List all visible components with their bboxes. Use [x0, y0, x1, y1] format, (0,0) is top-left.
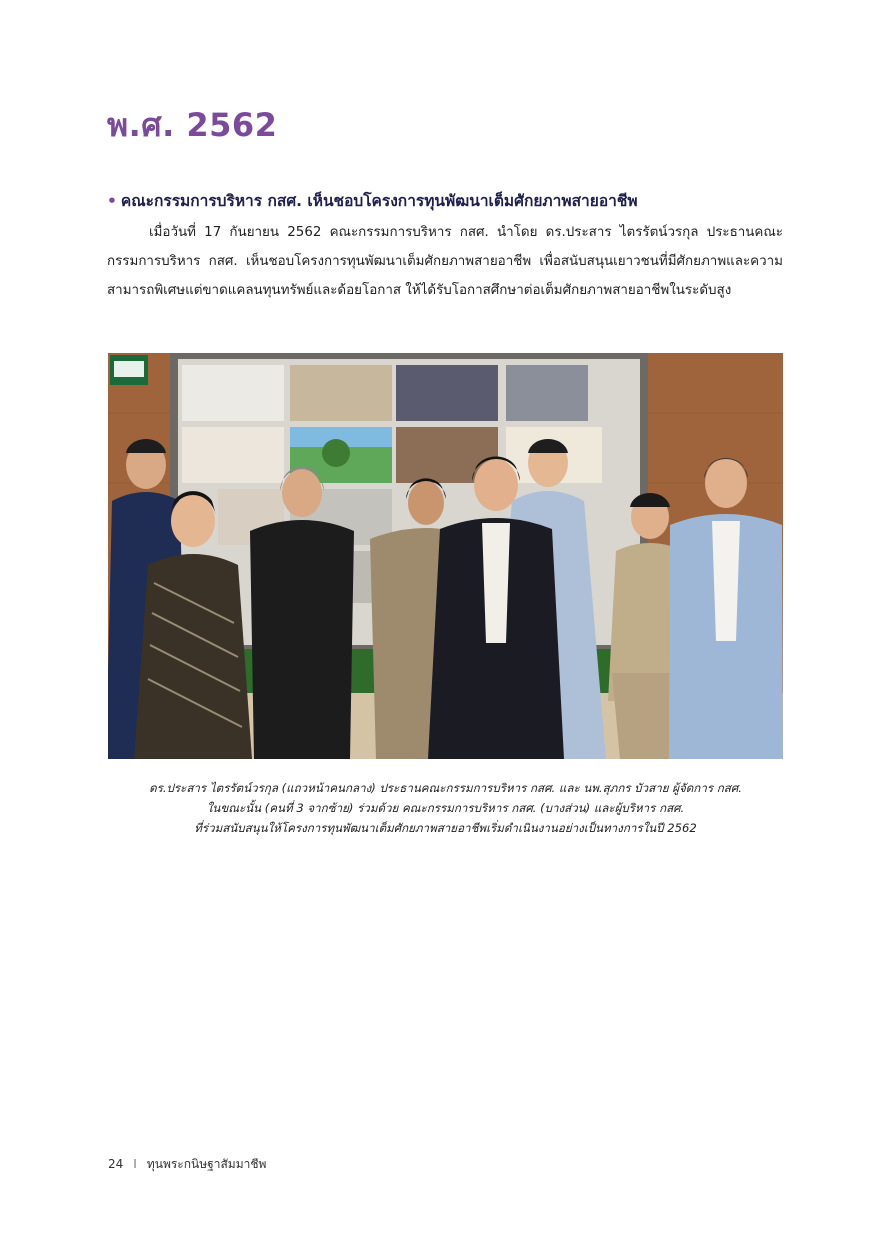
body-paragraph	[107, 218, 783, 305]
section-heading-text: คณะกรรมการบริหาร กสศ. เห็นชอบโครงการทุนพัฒนาเต็มศักยภาพสายอาชีพ	[120, 192, 638, 210]
body-paragraph-text: เมื่อวันที่ 17 กันยายน 2562 คณะกรรมการบริหาร กสศ. นำโดย ดร.ประสาร ไตรรัตน์วรกุล ประธานคณะกรรมการบริหาร กสศ. เห็นชอบโครงการทุนพัฒนาเต็มศักยภาพสายอาชีพ เพื่อสนับสนุนเยาวชนที่มีศักยภาพและความสามารถพิเศษแต่ขาดแคลนทุนทรัพย์และด้อยโอกาส ให้ได้รับโอกาสศึกษาต่อเต็มศักยภาพสายอาชีพในระดับสูง	[107, 225, 783, 298]
bullet-icon: •	[107, 192, 117, 210]
group-photo	[108, 353, 783, 759]
group-photo-illustration	[108, 353, 783, 759]
caption-line: ที่ร่วมสนับสนุนให้โครงการทุนพัฒนาเต็มศักยภาพสายอาชีพเริ่มดำเนินงานอย่างเป็นทางการในปี 2562	[194, 821, 697, 835]
footer-separator: I	[133, 1157, 137, 1171]
caption-line: ในขณะนั้น (คนที่ 3 จากซ้าย) ร่วมด้วย คณะกรรมการบริหาร กสศ. (บางส่วน) และผู้บริหาร กสศ.	[206, 801, 685, 815]
page-footer	[108, 1155, 266, 1174]
page-number: 24	[108, 1157, 124, 1171]
page-year-title: พ.ศ. 2562	[107, 106, 278, 144]
caption-line: ดร.ประสาร ไตรรัตน์วรกุล (แถวหน้าคนกลาง) ประธานคณะกรรมการบริหาร กสศ. และ นพ.สุภกร บัวสาย ผู้จัดการ กสศ.	[149, 781, 742, 795]
photo-caption	[100, 778, 791, 838]
publication-name: ทุนพระกนิษฐาสัมมาชีพ	[146, 1157, 267, 1171]
section-heading	[107, 188, 787, 213]
